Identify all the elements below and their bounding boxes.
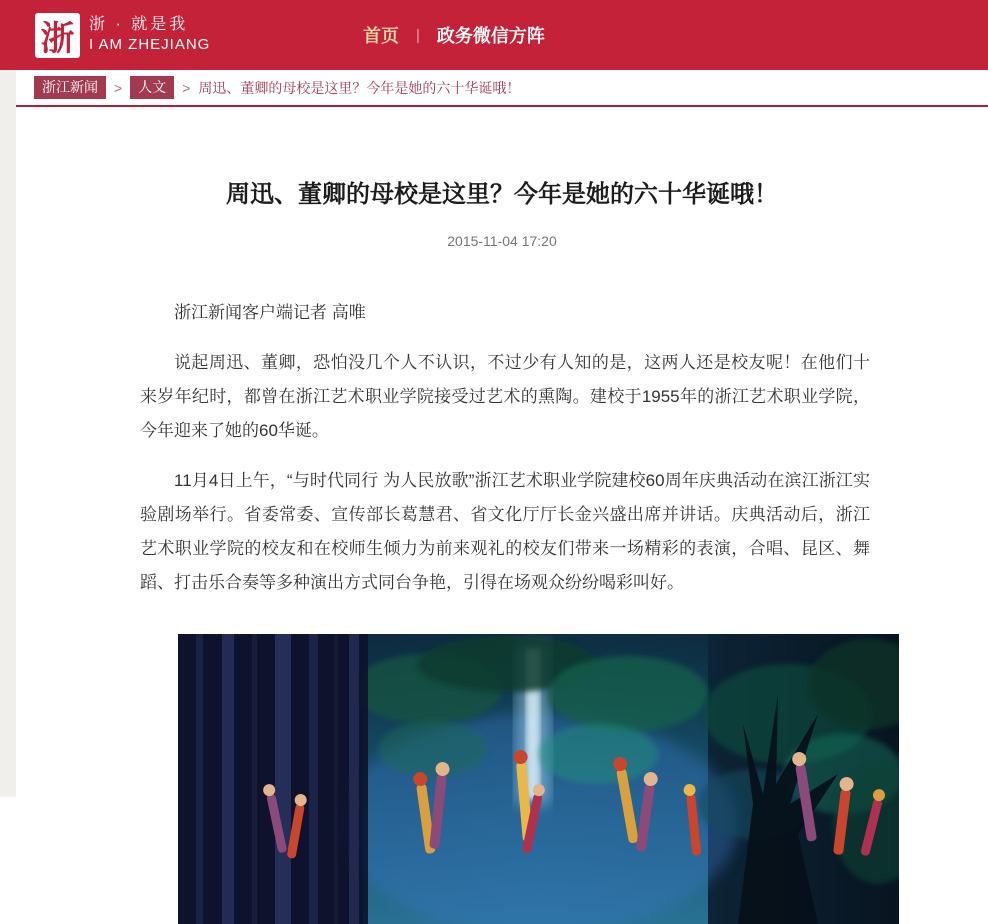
chevron-right-icon: > bbox=[182, 79, 191, 96]
site-header bbox=[0, 0, 988, 70]
nav-item-home[interactable]: 首页 bbox=[363, 26, 399, 46]
nav-item-wechat-matrix[interactable]: 政务微信方阵 bbox=[436, 26, 545, 46]
breadcrumb-section[interactable]: 浙江新闻 bbox=[34, 76, 106, 99]
brand-name-cn: 浙 · 就是我 bbox=[89, 16, 189, 33]
page-left-gutter bbox=[0, 70, 16, 797]
brand-name-en: I AM ZHEJIANG bbox=[89, 36, 211, 53]
main-nav bbox=[363, 0, 545, 70]
breadcrumb-current-page: 周迅、董卿的母校是这里？今年是她的六十华诞哦！ bbox=[198, 79, 521, 96]
article-title: 周迅、董卿的母校是这里？今年是她的六十华诞哦！ bbox=[226, 181, 778, 208]
site-logo[interactable] bbox=[35, 12, 210, 58]
brand-text bbox=[89, 15, 210, 55]
article-paragraph: 浙江新闻客户端记者 高唯 bbox=[174, 303, 366, 322]
breadcrumb bbox=[0, 70, 988, 107]
article-publish-time: 2015-11-04 17:20 bbox=[447, 233, 557, 249]
article-paragraph: 11月4日上午，“与时代同行 为人民放歌”浙江艺术职业学院建校60周年庆典活动在滨江浙江实验剧场举行。省委常委、宣传部长葛慧君、省文化厅厅长金兴盛出席并讲话。庆典活动后，浙江艺术职业学院的校友和在校师生倾力为前来观礼的校友们带来一场精彩的表演，合唱、昆区、舞蹈、打击乐合奏等多种演出方式同台争艳，引得在场观众纷纷喝彩叫好。 bbox=[140, 471, 870, 592]
article-paragraph: 说起周迅、董卿，恐怕没几个人不认识，不过少有人知的是，这两人还是校友呢！在他们十来岁年纪时，都曾在浙江艺术职业学院接受过艺术的熏陶。建校于1955年的浙江艺术职业学院，今年迎来了她的60华诞。 bbox=[140, 353, 870, 440]
zhejiang-seal-icon: 浙 bbox=[35, 13, 80, 58]
article-body bbox=[140, 296, 870, 616]
article-photo bbox=[178, 634, 899, 924]
nav-separator: | bbox=[416, 26, 420, 44]
chevron-right-icon: > bbox=[114, 79, 123, 96]
breadcrumb-category[interactable]: 人文 bbox=[130, 76, 174, 99]
